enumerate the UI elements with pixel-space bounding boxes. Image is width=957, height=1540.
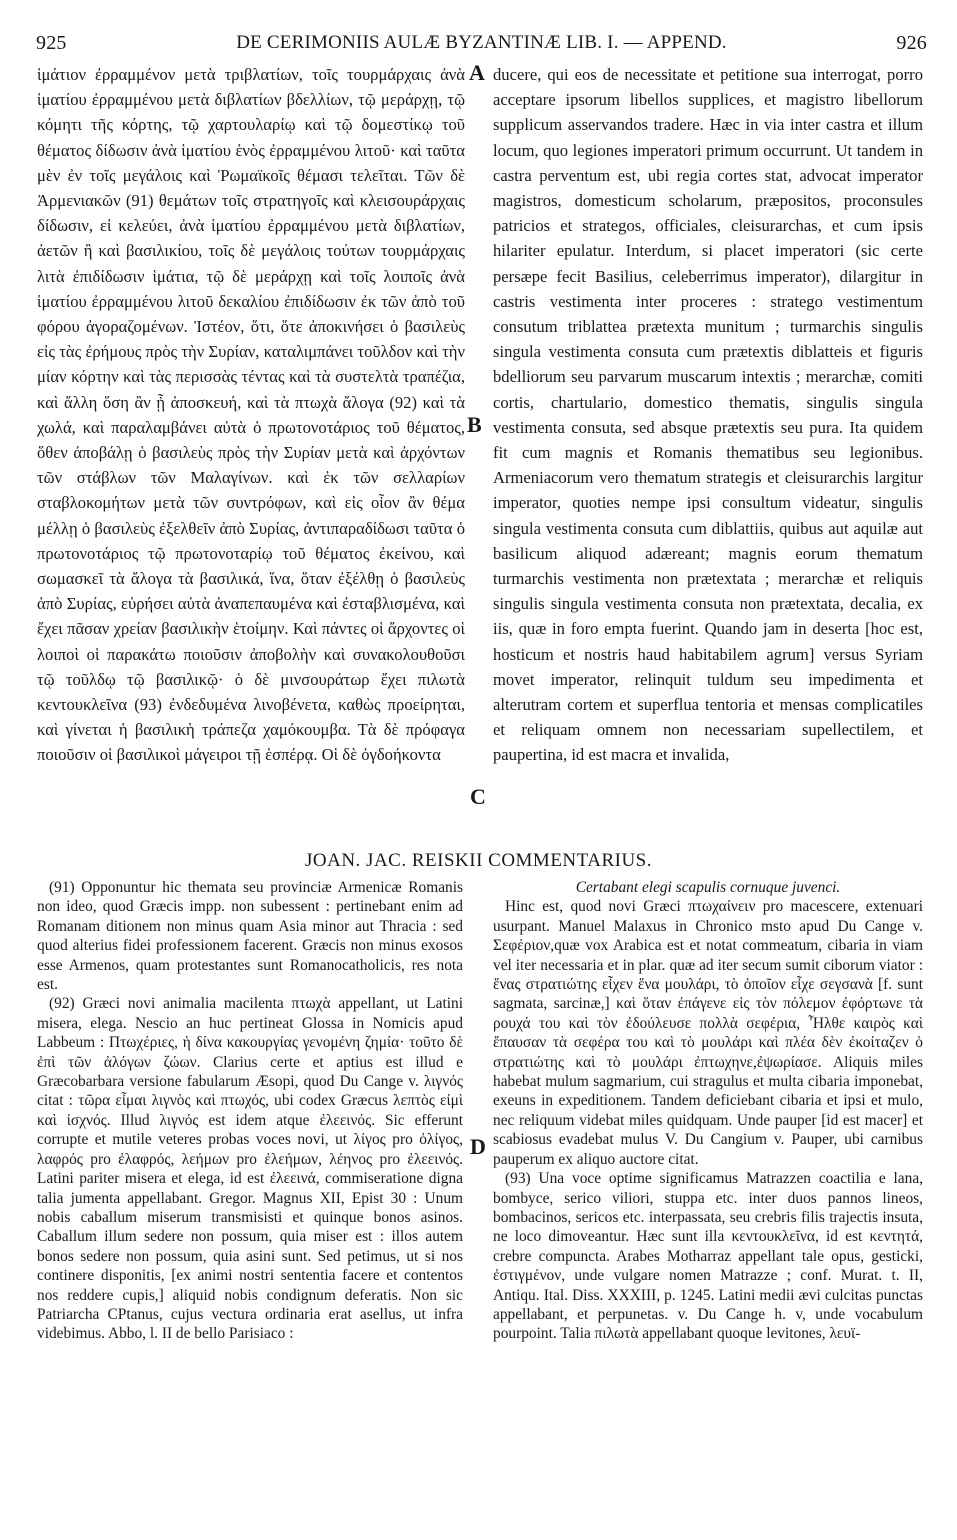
section-marker-b: B (467, 412, 482, 437)
note-93: (93) Una voce optime significamus Matrazzen coactilia e lana, bombyce, serico viliori, stuppa etc. inter duos pannos lineos, bombacinos, sericos etc. interpassata, seu crebris filis trajectis insuta, ne loco dimoveantur. Hæc sunt illa κεντουκλεῖνα, id est κεντητά, crebre compuncta. Arabes Motharraz appellant tale opus, gesticki, ἐστιγμένον, unde vulgare nomen Matrazze ; conf. Murat. t. II, Antiqu. Ital. Diss. XXXIII, p. 1245. Latini medii ævi culcitas punctas appellabant, et perpunetas. v. Du Cange h. v, unde vocabulum pourpoint. Talia πιλωτὰ appellabant quoque levitones, λευϊ- (493, 1170, 923, 1343)
page-number-left: 925 (36, 31, 67, 54)
section-marker-d: D (470, 1134, 486, 1159)
greek-text: ἱμάτιον ἐρραμμένον μετὰ τριβλατίων, τοῖς τουρμάρχαις ἀνὰ ἱματίου ἐρραμμένου μετὰ διβλατίων βδελλίων, τῷ μεράρχῃ, τῷ κόμητι τῆς κόρτης, τῷ χαρτουλαρίῳ καὶ τῷ δομεστίκῳ τοῦ θέματος δίδωσιν ἀνὰ ἱματίου ἑνὸς ἐρραμμένου λιτοῦ· καὶ ταῦτα μὲν ἐν τοῖς μεγάλοις καὶ Ῥωμαϊκοῖς θέμασι τελεῖται. Τῶν δὲ Ἀρμενιακῶν (91) θεμάτων τοῖς στρατηγοῖς καὶ κλεισουράρχαις δίδωσιν, εἰ κελεύει, ἀνὰ ἱματίου ἐρραμμένου μετὰ διβλατίων, ἀετῶν ἢ καὶ βασιλικίου, τοῖς δὲ μεγάλοις τούτων τουρμάρχαις λιτὰ ἐπιδίδωσιν ἱμάτια, τῷ δὲ μεράρχῃ καὶ τοῖς λοιποῖς ἀνὰ ἱματίου ἐρραμμένου λιτοῦ δεκαλίου ἐπιδίδωσιν ἐκ τῶν ἀπὸ τοῦ φόρου ἀγοραζομένων. Ἰστέον, ὅτι, ὅτε ἀποκινήσει ὁ βασιλεὺς εἰς τὰς ἐρήμους πρὸς τὴν Συρίαν, καταλιμπάνει τοῦλδον καὶ τὴν μίαν κόρτην καὶ τὰς περισσὰς τέντας καὶ τὰ συστελτὰ τραπέζια, καὶ ἄλλη ὅση ἂν ᾖ ἀποσκευή, καὶ τὰ πτωχὰ ἄλογα (92) καὶ τὰ χωλά, καὶ παραλαμβάνει αὐτὰ ὁ πρωτονοτάριος τοῦ θέματος, ὅθεν ἀποβάλῃ ὁ βασιλεὺς πρὸς τὴν Συρίαν μετὰ καὶ ἀρχόντων τῶν στάβλων τῶν Μαλαγίνων. καὶ ἐκ τῶν σελλαρίων σταβλοκομήτων μετὰ τῶν συντρόφων, καὶ εἰς οἷον ἂν θέμα μέλλῃ ὁ βασιλεὺς ἐξελθεῖν ἀπὸ Συρίας, ἀντιπαραδίδωσι ταῦτα ὁ πρωτονοτάριος τῷ πρωτονοταρίῳ τοῦ θέματος ἐκείνου, καὶ σωμασκεῖ τὰ ἄλογα τὰ βασιλικά, ἵνα, ὅταν ἐξέλθῃ ὁ βασιλεὺς ἀπὸ Συρίας, εὑρήσει αὐτὰ ἀναπεπαυμένα καὶ ἐσταβλισμένα, καὶ ἔχει πᾶσαν χρείαν βασιλικὴν ἑτοίμην. Καὶ πάντες οἱ ἄρχοντες οἱ λοιποὶ οἱ παρακάτω ποιοῦσιν ἀποβολὴν καὶ συνακολουθοῦσι τῷ τοῦλδῳ τῷ βασιλικῷ· ὁ δὲ μινσουράτωρ ἔχει πιλωτὰ κεντουκλεῖνα (93) ἐνδεδυμένα λινοβένετα, καθὼς προείρηται, καὶ γίνεται ἡ βασιλικὴ τράπεζα χαμόκουμβα. Τὰ δὲ πρόφαγα ποιοῦσιν οἱ βασιλικοὶ μάγειροι τῇ ἑσπέρᾳ. Οἱ δὲ ὀγδοήκοντα (37, 65, 465, 765)
section-marker-c: C (470, 784, 486, 809)
verse-quote: Certabant elegi scapulis cornuque juvenci. (575, 879, 841, 896)
greek-column (37, 62, 465, 768)
running-header (36, 30, 927, 56)
running-title: DE CERIMONIIS AULÆ BYZANTINÆ LIB. I. — APPEND. (236, 32, 727, 53)
page-number-right: 926 (896, 31, 927, 54)
note-92-continued: Hinc est, quod novi Græci πτωχαίνειν pro macescere, extenuari usurpant. Manuel Malaxus in Chronico msto apud Du Cange v. Σεφέριον,quæ vox Arabica est et notat commeatum, cibaria in viam vel iter necessaria et in plar. quæ ad iter secum sumit ciborum viator : ἕνας στρατιώτης εἶχεν ἕνα μουλάρι, τὸ ὁποῖον εἶχε σεγσανὰ [f. sunt sagmata, sarcinæ,] καὶ ὅταν ἐπάγενε εἰς τὸν πόλεμον ἐφόρτωνε τὰ ρουχά του καὶ τὸν ἐδούλευσε πολλὰ σεφέρια, Ἦλθε καιρὸς καὶ ἔπαυσαν τὰ σεφέρα του καὶ τὸ μουλάρι καὶ πλέα δὲν ἐκοίταζεν ὁ στρατιώτης καὶ τὸ μουλάρι ἐπτωχηνε,ἐψωρίασε. Aliquis miles habebat mulum sagmarium, cui stragulus et multa cibaria imponebat, exeuns in expeditionem. Tandem deficiebant cibaria et ipsi et mulo, nec reliquum videbat miles quidquam. Unde pauper [id est macer] et scabiosus evadebat mulus V. Du Cangium v. Pauper, ubi carnibus pauperum ex aliquo auctore citat. (493, 898, 923, 1168)
note-91: (91) Opponuntur hic themata seu provinciæ Armenicæ Romanis non ideo, quod Græcis impp. non subessent : pertinebant enim ad Romanam ditionem non minus quam Asia minor aut Thracia : sed quod alterius fidei professionem facerent. Græcis non minus exosos esse Armenos, quam protestantes sunt Romanocatholicis, res nota est. (37, 879, 463, 994)
latin-column (493, 62, 923, 768)
note-92: (92) Græci novi animalia macilenta πτωχὰ appellant, ut Latini misera, elega. Nescio an huc pertineat Glossa in Nomicis apud Labbeum : Πτωχέριες, ἡ δίνα κακουργίας γενομένη ζημία· τοῦτο δὲ ἐπὶ τῶν ἀλόγων ζώων. Clarius certe et aptius est illud e Græcobarbara versione fabularum Æsopi, quod Du Cange v. λιγνός citat : τῶρα εἶμαι λιγνὸς καὶ πτωχός, ubi codex Græcus λεπτὸς εἰμὶ καὶ ἰσχνός. Illud λιγνός est idem atque ἐλεεινός. Sic efferunt corrupte et mutile veteres probas voces novi, ut λίγος pro ὀλίγος, λαφρός pro ἐλαφρός, λεήμων pro ἐλεήμων, λέηνος pro ἐλεεινός. Latini pariter misera et elega, id est ἐλεεινά, commiseratione digna talia jumenta appellabant. Gregor. Magnus XII, Epist 30 : Unum nobis caballum miserum transmisisti et quinque bonos asinos. Caballum illum sedere non possum, quia miser est : illos autem bonos sedere non possum, quia asini sunt. Sed petimus, ut si nos continere disponitis, [ex animi nostri sententia facere et contentos nos reddere cupis,] aliquid nobis condignum deferatis. Non sic Patriarcha CPtanus, cujus vectura ordinaria erat asellus, ut infra videbimus. Abbo, l. II de bello Parisiaco : (37, 995, 463, 1343)
section-marker-a: A (469, 60, 485, 85)
latin-text: ducere, qui eos de necessitate et petitione sua interrogat, porro acceptare ipsorum libellos supplices, et magistro libellorum supplicum asservandos tradere. Hæc in via inter castra et illum locum, quo legiones imperatori primum occurrunt. Ut tandem in castra perventum est, ubi regia cortes stat, advocat imperator magistros, domesticum scholarum, præpositos, proconsules patricios et strategos, officiales, cleisurarchas, et cum ipsis hilariter epulatur. Interdum, si placet imperatori (sic certe persæpe fecit Basilius, celeberrimus imperator), dilargitur in castris vestimenta inter proceres : stratego vestimentum consutum triblattea prætexta munitum ; turmarchis singulis singula vestimenta consuta cum prætextis diblatteis et figuris bdelliorum seu parvarum muscarum intextis ; merarchæ, comiti cortis, chartulario, domestico thematis, singulis singula vestimenta consuta, sed absque prætextis seu pura. Ita quidem fit cum magnis et Romanis thematibus seu legionibus. Armeniacorum vero thematum strategis et cleisurarchis largitur imperator, quoties nempe ipsi consultum videatur, singulis singula vestimenta consuta cum diblattiis, quibus aut aquilæ aut basilicum aliquod adæreant; magnis eorum thematum turmarchis vestimenta non prætextata ; merarchæ et reliquis singulis singula vestimenta consuta non prætextata, decalia, ex iis, quæ in foro empta fuerint. Quando jam in deserta [hoc est, hosticum et nostris haud habitabilem agrum] versus Syriam movet imperator, relinquit tuldum seu impedimenta et alterutram cortem et superflua tentoria et mensas complicatiles et reliquam omnem non necessariam supellectilem, et paupertina, id est macra et invalida, (493, 65, 923, 765)
notes-right-column (493, 878, 923, 1344)
notes-left-column (37, 878, 463, 1344)
commentary-title: JOAN. JAC. REISKII COMMENTARIUS. (305, 850, 652, 871)
